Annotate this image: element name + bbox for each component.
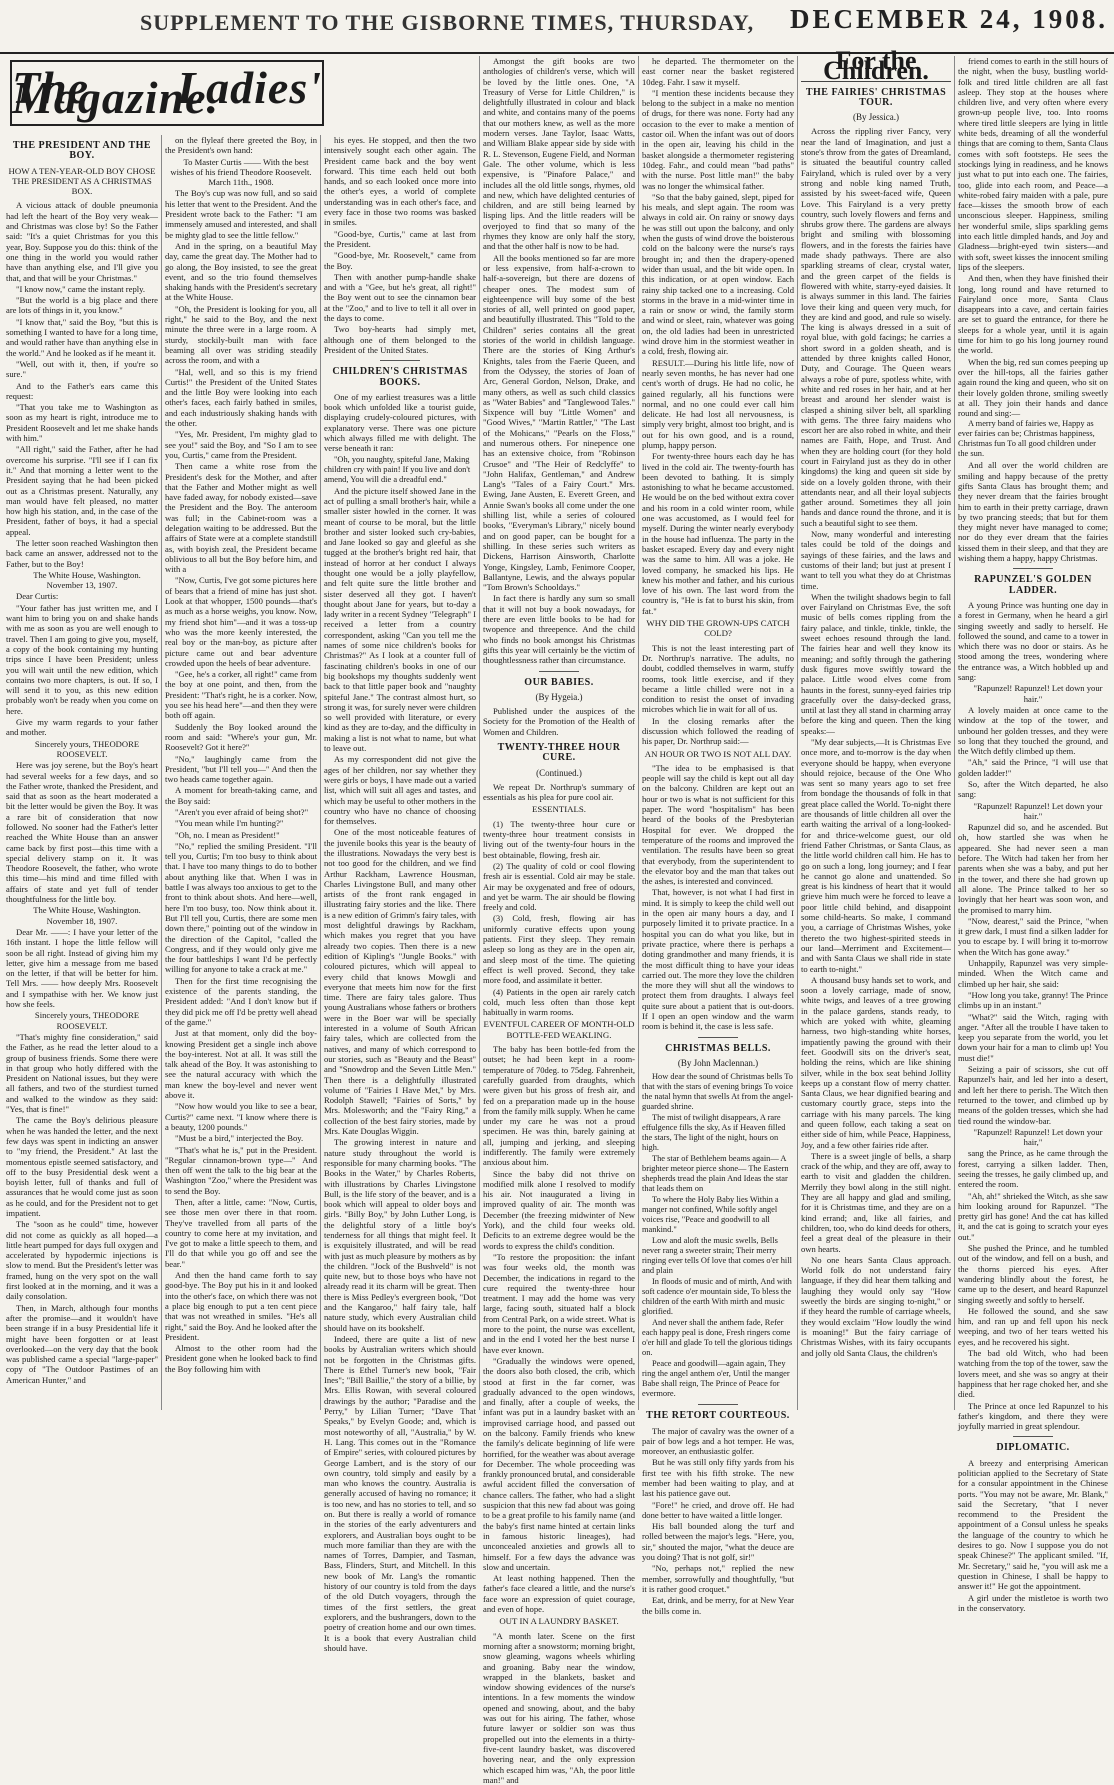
paragraph: Across the rippling river Fancy, very near the land of Imagination, and just a stone's throw from the gates of Dreamland, is situated the beautiful country called Fairyland, which is ruled over by a very strong and noble king named Truth, assisted by his sweet-faced wife, Queen Love. This Fairyland is a very pretty country, such lovely flowers and ferns and shrubs grow there. The gardens are always bright and smiling with blossoming flowers, and in the forests the fairies have made shady pathways. There are also sparkling streams of clear, crystal water, and the green carpet of the fields is flowered with white, starry-eyed daisies. It is always summer in this land. The fairies love their king and queen very much, for they are kind and good, and rule so wisely. The king is always dressed in a suit of royal blue, with gold facings; he carries a short sword in a golden sheath, and is attended by three knights called Honor, Duty, and Courage. The Queen wears always a robe of pure, spotless white, with white and red roses in her hair, and at her breast and around her slender waist is clasped a shining silver belt, all sparkling with gems. The three fairy maidens who escort her are also robed in white, and their names are Faith, Hope, and Trust. And when they are holding court (for they hold court in Fairyland just as they do in other kingdoms) the king and queen sit side by side on a lovely golden throne, with their attendants near, and all their loyal subjects gather around. Sometimes they all join hands and dance round the throne, and it is such a beautiful sight to see them. bbox=[801, 126, 951, 528]
signature: Sincerely yours, THEODORE ROOSEVELT. bbox=[34, 738, 140, 759]
column-2 bbox=[165, 135, 317, 1412]
paragraph: "No, perhaps not," replied the new member, sorrowfully and thoughtfully, "but it is rather good croquet." bbox=[642, 1563, 794, 1594]
paragraph: The letter soon reached Washington then back came an answer, addressed not to the Father, but to the Boy! bbox=[6, 537, 158, 569]
paragraph: And all over the world children are smiling and happy because of the pretty gifts Santa Claus has brought them; and they never dream that the fairies brought him to earth in their pretty carriage, drawn by two prancing steeds; that but for them they might never have managed to come; nor do they ever dream that the fairies kissed them in their sleep, and that they are wishing them a happy, happy Christmas. bbox=[958, 460, 1108, 564]
paragraph: "Hal, well, and so this is my friend Curtis!" the President of the United States and the little Boy were looking into each other's faces, each fairly bathed in smiles, and each industriously shaking hands with the other. bbox=[165, 366, 317, 429]
column-4 bbox=[483, 56, 636, 1785]
article-subheading: HOW A TEN-YEAR-OLD BOY CHOSE THE PRESIDENT AS A CHRISTMAS BOX. bbox=[8, 165, 156, 197]
paragraph: "That's what he is," put in the President. "Regular cinnamon-brown type—" And then off went the talk to the big bear at the Washington "Zoo," where the President was to send the Boy. bbox=[165, 1144, 317, 1196]
paragraph: And in the spring, on a beautiful May day, came the great day. The Mother had to go along, the Boy insisted, to see the great event, and so the trio found themselves shaking hands with the President's secretary at the White House. bbox=[165, 240, 317, 303]
paragraph: RESULT.—During his little life, now of nearly seven months, he has never had one cent's worth of drugs. He had no colic, he gained regularly, all his functions were normal, and no one could ever call him delicate. He had lost all nervousness, is simply very bright, almost too bright, and is out for his own good, and is a round, plump, happy person. bbox=[642, 357, 794, 450]
paragraph: The major of cavalry was the owner of a pair of bow legs and a hot temper. He was, moreover, an enthusiastic golfer. bbox=[642, 1425, 794, 1457]
letter-address: The White House, Washington. November 13, 1907. bbox=[33, 569, 141, 591]
paragraph: "You mean while I'm hunting?" bbox=[175, 818, 284, 829]
verse: "Rapunzel! Rapunzel! Let down your hair," bbox=[973, 1126, 1103, 1148]
column-rule bbox=[638, 56, 639, 1410]
paragraph: (1) The twenty-three hour cure or twenty-three hour treatment consists in living out of the twenty-four hours in the best obtainable, flowing, fresh air. bbox=[483, 818, 635, 860]
paragraph: All the books mentioned so far are more or less expensive, from half-a-crown to half-a-sovereign, but there are dozens of cheaper ones. The modest sum of eighteenpence will buy some of the best stories of all, well printed on good paper, and beautifully illustrated. This "Told to the Children" series contains all the great stories of the world in childish language. There are the stories of King Arthur's Knights, tales from the Faerie Queen, and from the Odyssey, the stories of Joan of Arc, General Gordon, Nelson, Drake, and many others, as well as such child classics as "Water Babies" and "Tanglewood Tales." Sixpence will buy "Little Women" and "Good Wives," "Martin Rattler," "The Last of the Mohicans," "Pearls on the Floss," and numerous others. For ninepence one has an extensive choice, from "Robinson Crusoe" and "The Heir of Redclyffe" to "John Halifax, Gentleman," and Andrew Lang's "Tales of a Fairy Court." Mrs. Ewing, Jane Austen, E. Everett Green, and Annie Swan's books all come under the one shilling list, while a series of coloured books, "Everyman's Library," nicely bound and on good paper, can be bought for a shilling. In these series such writers as Dickens, Harrison Ainsworth, Charlotte Yonge, Kingsley, Lamb, Fenimore Cooper, Ballantyne, Lewis, and the always popular "Tom Brown's Schooldays." bbox=[483, 252, 635, 593]
paragraph: The "soon as he could" time, however did not come as quickly as all hoped—a little heart pumped for days full oxygen and accelerated by hypodermic injections is slow to mend. But the President's letter was framed, hung on the very spot on the wall first looked at in the morning, and it was a daily consolation. bbox=[6, 1219, 158, 1302]
column-rule bbox=[161, 135, 162, 1410]
cure-heading: TWENTY-THREE HOUR CURE. bbox=[497, 742, 621, 764]
paragraph: Seizing a pair of scissors, she cut off Rapunzel's hair, and led her into a desert, and left her there to perish. The Witch then returned to the tower, and climbed up by means of the golden tresses, which she had tied round the window-bar. bbox=[958, 1064, 1108, 1126]
paragraph: The Boy's cup was now full, and so said his letter that went to the President. And the President wrote back to the Father: "I am immensely amused and interested, and shall be mighty glad to see the little fellow." bbox=[165, 188, 317, 240]
babies-heading: OUR BABIES. bbox=[524, 676, 594, 688]
section-heading: EVENTFUL CAREER OF MONTH-OLD BOTTLE-FED WEAKLING. bbox=[483, 1019, 635, 1040]
paragraph: "So that the baby gained, slept, piped for his meals, and slept again. The room was always in cold air. On rainy or snowy days he was still out upon the balcony, and only when the gusts of wind drove the boisterous cold on the balcony were the nurse's rays brought in; and then the drapery-opened wider than usual, and the bit wide open. In this indication, or at open window. Each rainy ship tacked one to a increasing. Cold storms in the brave in a mid-winter time in a rain or snow or wind, the family storm and wind or sleet, rain, whatever was going on, the old ladies had been in unrestricted wind drove him in the stormiest weather in a cold, fresh, flowing air. bbox=[642, 191, 794, 357]
paragraph: So, after the Witch departed, he also sang: bbox=[958, 779, 1108, 800]
paragraph: Dear Curtis: bbox=[16, 591, 59, 602]
paragraph: Almost to the other room had the President gone when he looked back to find the Boy following him with bbox=[165, 1343, 317, 1374]
verse: "Rapunzel! Rapunzel! Let down your hair." bbox=[973, 800, 1103, 821]
column-rule bbox=[954, 56, 955, 1410]
paragraph: "That you take me to Washington as soon as my heart is right, introduce me to President Roosevelt and let me shake hands with him." bbox=[6, 402, 158, 444]
paragraph: "Good-bye, Curtis," came at last from the President. bbox=[324, 228, 476, 249]
paragraph: he departed. The thermometer on the east corner near the basket registered 10deg. Fahr. I saw it myself. bbox=[642, 56, 794, 87]
section-heading: WHY DID THE GROWN-UPS CATCH COLD? bbox=[646, 618, 790, 639]
paragraph: on the flyleaf there greeted the Boy, in the President's own hand: bbox=[165, 135, 317, 156]
section-heading: AN HOUR OR TWO IS NOT ALL DAY. bbox=[644, 748, 792, 759]
separator bbox=[698, 1037, 738, 1038]
paragraph: "I know now," came the instant reply. bbox=[16, 283, 146, 294]
separator bbox=[380, 360, 420, 361]
magazine-title-box bbox=[10, 60, 324, 126]
section-heading: OUT IN A LAUNDRY BASKET. bbox=[499, 1616, 619, 1627]
paragraph: Published under the auspices of the Society for the Promotion of the Health of Women and Children. bbox=[483, 706, 635, 737]
byline: (By John Maclennan.) bbox=[677, 1057, 759, 1068]
paragraph: Now, many wonderful and interesting tales could be told of the doings and sayings of these fairies, and the laws and customs of their land; but just at present I want to tell you what they do at Christmas time. bbox=[801, 529, 951, 591]
paragraph: A girl under the mistletoe is worth two in the conservatory. bbox=[958, 1592, 1108, 1613]
paragraph: Rapunzel did so, and he ascended. But oh, how startled she was when he appeared. She had never seen a man before. The Witch had taken her from her parents when she was a baby, and put her in the tower, and there she had grown up all alone. The Prince talked to her so lovingly that her heart was soon won, and the promised to marry him. bbox=[958, 822, 1108, 915]
separator bbox=[1013, 568, 1053, 569]
paragraph: A thousand busy hands set to work, and soon a lovely carriage, made of snow, white twigs, and leaves of a tree growing in the palace gardens, stands ready, to which are yoked with white, gleaming harness, two high-standing white horses, impatiently pawing the ground with their feet. Goodwill sits on the driver's seat, holding the reins, which are like shining silver, while in the box seat behind Jollity keeps up a constant flow of merry chatter. Santa Claus, we hear dignified bearing and customary courtly grace, steps into the carriage with his many parcels. The king and queen follow, each taking a seat on either side of him, while Peace, Happiness, Joy, and a few other fairies ride after. bbox=[801, 974, 951, 1150]
byline: (By Hygeia.) bbox=[535, 691, 583, 702]
paragraph: Just at that moment, only did the boy-knowing President get a single inch above the boy-interest. Not at all. It was still the talk ahead of the Boy. It was astonishing to see the natural accuracy with which the man knew the boy-level and never went above it. bbox=[165, 1028, 317, 1101]
paragraph: Then with another pump-handle shake and with a "Gee, but he's great, all right!" the Boy went out to see the cinnamon bear at the "Zoo," and to live to tell it all over in the days to come. bbox=[324, 271, 476, 324]
paragraph: There is a sweet jingle of bells, a sharp crack of the whip, and they are off, away to earth to visit and gladden the children. Merrily they bowl along in the still night. They are all happy and glad and smiling, for it is Christmas time, and they are on a kind errand; and, like all fairies, and children, too, who do kind deeds for others, feel a great deal of the pleasure in their own hearts. bbox=[801, 1150, 951, 1254]
cure-subheading: (Continued.) bbox=[536, 767, 582, 778]
paragraph: "Now how would you like to see a bear, Curtis?" came next. "I know where there is a beauty, 1200 pounds." bbox=[165, 1101, 317, 1132]
column-6 bbox=[801, 46, 951, 1412]
paragraph: Two boy-hearts had simply met, although one of them belonged to the President of the United States. bbox=[324, 324, 476, 355]
paragraph: Then came a white rose from the President's desk for the Mother, and after that the Father and Mother might as well have faded away, for nobody existed—save the President and the Boy. The anteroom was full; in the Cabinet-room was a delegation waiting to be addressed. But the affairs of State were at a complete standstill as, with boyish zeal, the President became oblivious to all but the Boy before him, and with a bbox=[165, 461, 317, 575]
paragraph: "The idea to be emphasised is that people will say the child is kept out all day on the balcony. Children are kept out an hour or two is what is not sufficient for this paper. The word "hospitalism" has been heard of the books of the Presbyterian Hospital for ever. We dropped the temperature of the rooms and improved the ventilation. The results have been so great that everybody, from the superintendent to the elevator boy and the man that takes out the ashes, is interested and convinced. bbox=[642, 762, 794, 887]
paragraph: "Gradually the windows were opened, the doors also both closed, the crib, which stood at first in the far corner, was gradually advanced to the open windows, and finally, after a couple of weeks, the infant was put in a laundry basket with an improvised carriage hood, and passed out on the balcony. Family friends who knew the family's delicate beginning of life were horrified, for the weather was about average for December. The whole proceeding was frankly pronounced brutal, and considerable awful accident filled the conversation of chance callers. The father, who had a slight suspicion that this new fad about was going to be a great profile to his family name (and the baby's first name hinted at certain links in famous historic lineages), had unconcealed anxieties and growls all to himself. For a few days the advance was slow and uncertain. bbox=[483, 1355, 636, 1572]
paragraph: Then, in March, although four months after the promise—and it wouldn't have been strange if in a busy Presidential life it might have been forgotten or at least overlooked—on the very day that the book was published came a special "large-paper" copy of "The Outdoor Pastimes of an American Hunter," and bbox=[6, 1302, 158, 1385]
paragraph: And the picture itself showed Jane in the act of pulling a small brother's hair, while a smaller sister howled in the corner. It was meant of course to be moral, but the little brother and sister looked such cry-babies, and Jane looked so gay and gleeful as she tugged at the brother's bright red hair, that instead of horror at her conduct I always thought one would be a jolly playfellow, and felt quite sure the little brother and sister deserved all they got. I haven't thought about Jane for years, but to-day a lady writer in a recent Sydney "Telegraph" I received a letter from a country correspondent, asking "Can you tell me the names of some nice children's books for Christmas?" As I look at a counter full of fascinating children's books in one of our big bookshops my thoughts suddenly went back to that little paper book and "naughty spiteful Jane." The contrast almost hurt, so strong it was, for surely never were children so well provided with literature, or every kind as they are to-day, and the difficulty in making a list is not what to name, but what to leave out. bbox=[324, 485, 476, 754]
paragraph: friend comes to earth in the still hours of the night, when the busy, bustling world-folk and tired little children are all fast asleep. They stop at the houses where children live, and very often where every grown-up people live, too. Into rooms where tired little sleepers are lying in little white beds, dreaming of all the wonderful things that are coming to them, Santa Claus comes with soft footsteps. He sees the stockings lying in readiness, and he knows just what to put into each one. The fairies, too, glide into each room, and Peace—a white-robed fairy maiden with a pale, pure face—kisses the smooth brow of each unconscious sleeper. Happiness, smiling her wonderful smile, slips sparkling gems into each little dimpled hands, and Joy and Gladness—bright-eyed twin sisters—and with soft, sweet kisses the innocent smiling lips of the sleepers. bbox=[958, 56, 1108, 272]
paragraph: One of the most noticeable features of the juvenile books this year is the beauty of the illustrations. Nowadays the very best is not too good for the children, and we find Arthur Rackham, Lawrence Housman, Charles Livingstone Bull, and many other artists of the front rank engaged in illustrating fairy stories and the like. There is a new edition of Grimm's fairy tales, with most delightful drawings by Rackham, which makes you regret that you have already two copies. Then there is a new edition of Kipling's "Jungle Books." with coloured pictures, which will appeal to every child that knows Mowgli and everyone that meets him now for the first time. There are fairy tales galore. Thus young Australians whose fathers or brothers were in the Boer war will be specially interested in a volume of South African fairy tales, which are collected from the natives, and many of which correspond to our stories, such as "Beauty and the Beast" and "Snowdrop and the Seven Little Men." Then there is a delightfully illustrated volume of "Fairies I Have Met," by Mrs. Rodolph Stawell; "Fairies of Sorts," by Mrs. Molesworth; and the "Fairy Ring," a collection of the best fairy stories, made by Mrs. Kate Douglas Wiggin. bbox=[324, 827, 476, 1137]
verse: The mist of twilight disappears, A rare effulgence fills the sky, As if Heaven filled the stars, The light of the night, hours on high. bbox=[642, 1113, 786, 1153]
paragraph: "Ah," said the Prince, "I will use that golden ladder!" bbox=[958, 757, 1108, 778]
paragraph: For twenty-three hours each day he has lived in the cold air. The twenty-fourth has been devoted to bathing. It is simply astonishing to what he became accustomed. He would be on the bed without extra cover and his room in a cold winter room, while one was accustomed, as I would feel for myself. During the winter nearly everybody in the house had influenza. The party in the basket escaped. Every day and every night was the same to him. All was a joke. He loved company, he smacked his lips. He knew his mother and father, and his curious love of his own. The last word from the country is, "He is fat to burst his skin, from fat." bbox=[642, 451, 794, 616]
paragraph: "All right," said the Father, after he had overcome his surprise. "I'll see if I can fix it." And that morning a letter went to the President saying that he had been picked out as a Christmas present. Naturally, any man would have felt pleased, no matter how high his station, and, in the case of the President, father of boys, it had a special appeal. bbox=[6, 444, 158, 537]
verse: "Oh, you naughty, spiteful Jane, Making children cry with pain! If you live and don't amend, You will die a dreadful end." bbox=[324, 454, 471, 484]
masthead-title: SUPPLEMENT TO THE GISBORNE TIMES, THURSDAY, bbox=[140, 10, 755, 35]
paragraph: We repeat Dr. Northrup's summary of essentials as his plea for pure cool air. bbox=[483, 781, 635, 803]
paragraph: "Well, out with it, then, if you're so sure." bbox=[6, 358, 158, 380]
paragraph: Here was joy serene, but the Boy's heart had several weeks for a few days, and so the Father wrote, thanked the President, and said that as soon as the heart moderated a bit the letter would be given the Boy. It was a rare bit of consideration that now followed. No sooner had the Father's letter reached the White House than an answer came back by first post—this time with a special delivery stamp on it. It was Theodore Roosevelt, the father, who wrote this time—his mind and time filled with affairs of state and yet full of tender thoughtfulness for the little boy. bbox=[6, 760, 158, 905]
paragraph: his eyes. He stopped, and then the two intensively sought each other again. The President came back and the boy went forward. This time each held out both hands, and so each looked once more into the other's eyes, a world of complete understanding was in each other's face, and every face in those two rooms was basked in smiles. bbox=[324, 135, 476, 228]
paragraph: A lovely maiden at once came to the window at the top of the tower, and unbound her golden tresses, and they were so long that they touched the ground, and the Witch deftly climbed up them. bbox=[958, 704, 1108, 757]
masthead bbox=[0, 0, 1114, 54]
paragraph: "Must be a bird," interjected the Boy. bbox=[175, 1133, 304, 1144]
column-7 bbox=[958, 56, 1108, 1613]
paragraph: "Now, Curtis, I've got some pictures here of bears that a friend of mine has just shot. Look at that whopper, 1500 pounds—that's as much as a horse weighs, you know. Now, my friend shot him"—and it was a toss-up who was the more keenly interested, the real boy or the man-boy, as picture after picture came out and bear adventure crowded upon the heels of bear adventure. bbox=[165, 575, 317, 668]
letter-address: The White House, Washington. November 18, 1907. bbox=[33, 905, 141, 926]
magazine-title: The Ladies' Magazine. bbox=[12, 61, 322, 123]
paragraph: Give my warm regards to your father and mother. bbox=[6, 717, 158, 738]
paragraph: A breezy and enterprising American politician applied to the Secretary of State for a consular appointment in the Chinese ports. "You may not be aware, Mr. Blank," said the Secretary, "that I never recommend to the President the appointment of a Consul unless he speaks the language of the country to which he desires to go. Now I suppose you do not speak Chinese?" The applicant smiled. "If, Mr. Secretary," said he, "you will ask me a question in Chinese, I shall be happy to answer it!" He got the appointment. bbox=[958, 1457, 1108, 1592]
paragraph: "Your father has just written me, and I want him to bring you on and shake hands with me as soon as you are well enough to travel. Then I am going to give you, myself, a copy of the book containing my hunting trips since I have been President; unless you will wait until the new edition, which contains two more chapters, is out. If so, I will send it to you, as this new edition probably won't be ready when you come on here. bbox=[6, 602, 158, 716]
verse: How dear the sound of Christmas bells To that with the stars of evening brings To voice the natal hymn that swells At from the angel-guarded shrine. bbox=[642, 1072, 794, 1112]
paragraph: "No," replied the smiling President. "I'll tell you, Curtis; I'm too busy to think about that. I have too many things to do to bother about anything like that. When I was in battle I was always too anxious to get to the front to think about shots. And here—well, here I'm too busy, too. Now think about it. But I'll tell you, Curtis, there are some men down there," pointing out of the window in the direction of the Capitol, "called the Congress, and if they would only give me the four battleships I want I'd be perfectly willing for anyone to take a crack at me." bbox=[165, 840, 317, 975]
paragraph: Then, after a little, came: "Now, Curtis, see those men over there in that room. They've travelled from all parts of the country to come here at my invitation, and I've got to make a little speech to them, and I'll do that while you go off and see the bear." bbox=[165, 1196, 317, 1269]
verse: A merry band of fairies we, Happy as ever fairies can be; Christmas happiness, Christmas fun To all good children under the sun. bbox=[958, 419, 1096, 459]
paragraph: The baby has been bottle-fed from the outset; he had been kept in a room-temperature of 70deg. to 75deg. Fahrenheit, carefully guarded from draughts, which were given but his gross of fresh air, and fed on a preparation made up in the house from the family milk supply. When he came under my care he was not a proud specimen. He was thin, barely gaining at all, jumping and jerking, and sleeping indifferently. The family were extremely anxious about him. bbox=[483, 1044, 635, 1168]
tour-heading: THE FAIRIES' CHRISTMAS TOUR. bbox=[805, 86, 947, 108]
paragraph: And to the Father's ears came this request: bbox=[6, 380, 158, 401]
verse: The star of Bethlehem beams again— A brighter meteor pierce shone— The Eastern shepherds tread the plain And Ideas the star that leads them on bbox=[642, 1154, 789, 1194]
paragraph: "No," laughingly came from the President, "but I'll tell you—" And then the two heads came together again. bbox=[165, 753, 317, 785]
books-heading: CHILDREN'S CHRISTMAS BOOKS. bbox=[332, 366, 468, 388]
retort-heading: THE RETORT COURTEOUS. bbox=[646, 1410, 790, 1422]
paragraph: But he was still only fifty yards from his first tee with his fifth stroke. The new member had been waiting to play, and at last his patience gave out. bbox=[642, 1457, 794, 1499]
paragraph: "Gee, he's a corker, all right!" came from the boy at one point, and then, from the President: "That's right, he is a corker. Now, you see his head here"—and then they were both off again. bbox=[165, 669, 317, 721]
paragraph: She pushed the Prince, and he tumbled out of the window, and fell on a bush, and the thorns pierced his eyes. After wandering blindly about the forest, he came up to the desert, and heard Rapunzel singing sweetly and softly to herself. bbox=[958, 1243, 1108, 1305]
separator bbox=[539, 671, 579, 672]
paragraph: "Yes, Mr. President, I'm mighty glad to see you!" said the Boy, and "So I am to see you, Curtis," came from the President. bbox=[165, 429, 317, 460]
inscription: To Master Curtis —— With the best wishes of his friend Theodore Roosevelt. March 11th., 1908. bbox=[170, 156, 312, 188]
article-heading: THE PRESIDENT AND THE BOY. bbox=[12, 140, 152, 162]
paragraph: He followed the sound, and she saw him, and ran up and fell upon his neck weeping, and two of her tears wetted his eyes, and he recovered his sight. bbox=[958, 1305, 1108, 1347]
paragraph: sang the Prince, as he came through the forest, carrying a silken ladder. Then, seeing the tresses, he gaily climbed up, and entered the room. bbox=[958, 1148, 1108, 1190]
paragraph: "What?" said the Witch, raging with anger. "After all the trouble I have taken to keep you separate from the world, you let down your hair for a man to climb up! You must die!" bbox=[958, 1011, 1108, 1063]
paragraph: One of my earliest treasures was a little book which unfolded like a tourist guide, displaying crudely-coloured pictures, with explanatory verse. There was one picture which always filled me with delight. The verse beneath it ran: bbox=[324, 391, 476, 454]
paragraph: And then, when they have finished their long, long round and have returned to Fairyland once more, Santa Claus disappears into a cave, and certain fairies are set to guard the entrance, for there he sleeps for a whole year, until it is again time for him to go his long journey round the world. bbox=[958, 273, 1108, 356]
paragraph: "I mention these incidents because they belong to the subject in a make no mention of drugs, for there was none. Forty had any occasion to the ever to make a mention of castor oil. When the infant was out of doors in the open air, leaving his child in the basket alongside a thermometer registering 10deg. Fahr., and could mean "bad paths" with the nurse. Post little man!" the baby was no longer the whimsical father. bbox=[642, 87, 794, 191]
paragraph: "Ah, ah!" shrieked the Witch, as she saw him looking around for Rapunzel. "The pretty girl has gone! And the cat has killed it, and the cat is going to scratch your eyes out." bbox=[958, 1190, 1108, 1242]
paragraph: His ball bounded along the turf and rolled between the major's legs. "Here, you, sir," shouted the major, "what the deuce are you doing? That is not golf, sir!" bbox=[642, 1521, 794, 1563]
paragraph: Dear Mr. ——: I have your letter of the 16th instant. I hope the little fellow will soon be all right. Instead of giving him my letter, give him a message from me based on the letter, if that will be better for him. Tell Mrs. —— how deeply Mrs. Roosevelt and I sympathise with her. We know just how she feels. bbox=[6, 926, 158, 1010]
paragraph: "To restore the proposition: the infant was four weeks old, the month was December, the indications in regard to the cure required the twenty-three hour treatment. I may add the home was very large, facing south, situated half a block from Central Park, on a wide street. What is more to the point, the nurse was excellent, and in the end I voted her the best nurse I have ever known. bbox=[483, 1251, 635, 1355]
paragraph: Then for the first time recognising the existence of the parents standing, the President added: "And I don't know but if they did pick me off I'd be pretty well ahead of the game." bbox=[165, 975, 317, 1027]
paragraph: The Prince at once led Rapunzel to his father's kingdom, and there they were joyfully married in great splendour. bbox=[958, 1400, 1108, 1432]
paragraph: "Aren't you ever afraid of being shot?" bbox=[175, 807, 309, 817]
verse: Low and aloft the music swells, Bells never rang a sweeter strain; Their merry ringing ever tells Of love that comes o'er hill and plain bbox=[642, 1236, 792, 1276]
paragraph: A young Prince was hunting one day in a forest in Germany, when he heard a girl singing sweetly and sadly to herself. He followed the sound, and came to a tower in which there was no door or stairs. As he stood among the trees, wondering where the entrance was, a Witch hobbled up and sang: bbox=[958, 599, 1108, 683]
paragraph: When the big, red sun comes peeping up over the hill-tops, all the fairies gather again round the king and queen, who sit on their lovely golden throne, smiling sweetly at all. They join their hands and dance round and sing:— bbox=[958, 356, 1108, 419]
paragraph: At least nothing happened. Then the father's face cleared a little, and the nurse's face wore an expression of quiet courage, and even of hope. bbox=[483, 1573, 635, 1615]
paragraph: In fact there is hardly any sum so small that it will not buy a book nowadays, for there are even little books to be had for twopence and threepence. And the child who finds no book amongst his Christmas gifts this year will certainly be the victim of thoughtlessness rather than circumstance. bbox=[483, 593, 635, 666]
column-1-body bbox=[6, 135, 158, 1412]
paragraph: "How long you take, granny! The Prince climbs up in an instant." bbox=[958, 989, 1108, 1011]
paragraph: Since the baby did not thrive on modified milk alone I resolved to modify his air. Not inaugurated a living in improved quality of air. The month was December (the freezing midwinter of New York), and the child four weeks old. Deficits to an extreme degree would be the words to express the child's condition. bbox=[483, 1168, 635, 1251]
diplomatic-heading: DIPLOMATIC. bbox=[996, 1442, 1070, 1454]
paragraph: "Good-bye, Mr. Roosevelt," came from the Boy. bbox=[324, 250, 476, 271]
paragraph: A moment for breath-taking came, and the Boy said: bbox=[165, 785, 317, 806]
paragraph: And then the hand came forth to say good-bye. The Boy put his in it and looked into the other's face, on which there was not a place big enough to put a ten cent piece that was not wreathed in smiles. "He's all right," said the Boy. And he looked after the President. bbox=[165, 1270, 317, 1342]
paragraph: "Oh, no. I mean as President!" bbox=[175, 829, 280, 840]
paragraph: "Oh, the President is looking for you, all right," he said to the Boy, and the next minute the three were in a large room. A sturdy, stockily-built man with face beaming all over was striding steadily across the room, and with a bbox=[165, 303, 317, 366]
paragraph: "My dear subjects,—It is Christmas Eve once more, and to-morrow is the day when everyone should be happy, when everyone should rejoice, because of the One Who was sent so many years ago to set free from bondage the thousands of folk in that great place called the World. To-night there are thousands of little children all over the earth waiting the arrival of a long-looked-for and thrice-welcome guest, our old friend Father Christmas, or Santa Claus, as the little world children call him. He has to go on such a long, long journey; and I fear he cannot go alone and unattended. So great is his kindness of heart that it would grieve him much were he forced to leave a poor little child behind, and disappoint some child-hearts. So make, I command you, a carriage of Christmas Wishes, yoke thereto the two highest-spirited steeds in our land—Merriment and Excitement—and with Santa Claus we shall ride in state to earth to-night." bbox=[801, 737, 951, 974]
paragraph: The growing interest in nature and nature study throughout the world is responsible for many charming books. "The Books in the Water," by Charles Roberts, with illustrations by Charles Livingstone Bull, is the life story of the beaver, and is a book which will appeal to older boys and girls. "Billy Boy," by John Luther Long, is the delightful story of a little boy's tenderness for all things that might feel. It is exquisitely illustrated, and will be read with just as much pleasure by mothers as by the children. "Jock of the Bushveld" is not quite new, but to those boys who have not already read it its charm will be great. Then there is Miss Pedley's evergreen book, "Dot and the Kangaroo," half fairy tale, half nature study, which every Australian child should have on its bookshelf. bbox=[324, 1137, 476, 1333]
rapunzel-heading: RAPUNZEL'S GOLDEN LADDER. bbox=[974, 574, 1092, 596]
paragraph: "Fore!" he cried, and drove off. He had done better to have waited a little longer. bbox=[642, 1499, 794, 1520]
column-5 bbox=[642, 56, 794, 1616]
paragraph: No one hears Santa Claus approach. World folk do not understand fairy language, if they did hear them talking and laughing they would only say "How sweetly the birds are singing to-night," or if they heard the rumble of carriage wheels, they would exclaim "How loudly the wind is moaning!" But the fairy carriage of Christmas Wishes, with its fairy occupants and jolly old Santa Claus, the children's bbox=[801, 1254, 951, 1358]
verse: And never shall the anthem fade, Refer each happy peal is done, Fresh ringers come o'er hill and glade To tell the glorious tidings on. bbox=[642, 1318, 793, 1358]
bells-heading: CHRISTMAS BELLS. bbox=[665, 1042, 771, 1054]
paragraph: Amongst the gift books are two anthologies of children's verse, which will be loved by the little ones. One, "A Treasury of Verse for Little Children," is delightfully illustrated in colour and black and white, and contains many of the poems that our mothers knew, as well as the more modern verses. Jane Taylor, Isaac Watts, and William Blake appear side by side with R. L. Stevenson, Eugene Field, and Norman Gale. The other volume, which is less expensive, is "Pinafore Palace," and includes all the old little songs, rhymes, old and new, which have delighted centuries of children, and are still being learned by lisping lips. And the little readers will be overjoyed to find that so many of the rhymes they know are only half the story, and that the other half is now to be had. bbox=[483, 56, 635, 252]
section-heading: ESSENTIALS. bbox=[531, 804, 586, 815]
paragraph: "I know that," said the Boy, "but this is something I wanted to have for a long time, and would rather have than anything else in the world." And he looked as if he meant it. bbox=[6, 316, 158, 358]
paragraph: As my correspondent did not give the ages of her children, nor say whether they were girls or boys, I have made out a varied list, which will suit all ages and tastes, and which may be useful to other mothers in the country who have no chance of choosing for themselves. bbox=[324, 754, 476, 827]
column-rule bbox=[479, 56, 480, 1410]
children-section-title: For the Children. bbox=[801, 56, 951, 82]
column-rule bbox=[797, 56, 798, 1410]
paragraph: Suddenly the Boy looked around the room and said: "Where's your gun, Mr. Roosevelt? Got it here?" bbox=[165, 721, 317, 753]
paragraph: This is not the least interesting part of Dr. Northrup's narrative. The adults, no doubt, coddled themselves in warm, stuffy rooms, took little exercise, and if they became a little chilled were not in a condition to resist the onset of invading microbes which lie in wait for all of us. bbox=[642, 642, 794, 715]
paragraph: The came the Boy's delirious pleasure when he was handed the letter, and the next few days was spent in indicting an answer to "my friend, the President." At last the momentous epistle seemed satisfactory, and off to the busy Presidential desk went a boyish letter, full of thanks and full of assurances that he would come just as soon as he could, and for the President not to get impatient. bbox=[6, 1115, 158, 1218]
paragraph: Unhappily, Rapunzel was very simple-minded. When the Witch came and climbed up her hair, she said: bbox=[958, 958, 1108, 989]
separator bbox=[698, 1404, 738, 1405]
paragraph: Eat, drink, and be merry, for at New Year the bills come in. bbox=[642, 1595, 794, 1616]
column-3 bbox=[324, 135, 476, 1653]
paragraph: (4) Patients in the open air rarely catch cold, much less often than those kept habitually in warm rooms. bbox=[483, 986, 635, 1018]
paragraph: (3) Cold, fresh, flowing air has uniformly curative effects upon young patients. First they sleep. They remain asleep so long as they are in the open air, and sleep most of the time. The quieting effect is well proved. Second, they take more food, and assimilate it better. bbox=[483, 913, 635, 986]
paragraph: In the closing remarks after the discussion which followed the reading of his paper, Dr. Northrup said:— bbox=[642, 715, 794, 747]
paragraph: Indeed, there are quite a list of new books by Australian writers which should not be forgotten in the Christmas gifts. There is Ethel Turner's new book, "Fair Ines"; "Bill Baillie," the story of a billie, by Mrs. Ellis Rowan, with several coloured drawings by the author; "Paradise and the Perry," by Lilian Turner; "Dave That Speaks," by Evelyn Goode; and, which is most noteworthy of all, "Australia," by W. H. Lang. This comes out in the "Romance of Empire" series, with coloured pictures by George Lambert, and is the story of our own country, told simply and easily by a man who knows the country. Australia is generally accused of having no romance; it is too new, and has no stories to tell, and so on. But there is really a world of romance in the stories of the early adventurers and explorers, and Australian boys ought to be much more familiar than they are with the names of Torres, Dampier, and Tasman, Bass, Flinders, Sturt, and Mitchell. In this new book of Mr. Lang's the romantic history of our country is told from the days of the old Dutch voyagers, through the times of the first settlers, the great explorers, and the bushrangers, down to the poetry of creation home and our own times. It is a book that every Australian child should have. bbox=[324, 1333, 476, 1653]
verse: "Rapunzel! Rapunzel! Let down your hair." bbox=[973, 683, 1103, 704]
byline: (By Jessica.) bbox=[853, 112, 899, 123]
verse: To where the Holy Baby lies Within a manger not confined, While softly angel voices rise, "Peace and goodwill to all mankind." bbox=[642, 1195, 779, 1235]
verse: Peace and goodwill—again again, They ring the angel anthem o'er, Until the manger Babe shall reign, The Prince of Peace for evermore. bbox=[642, 1359, 790, 1399]
paragraph: That, however, is not what I had first in mind. It is simply to keep the child well out in the open air many hours a day, and I purposely limited it to private practice. In a hospital you can do what you like, but in private practice, where there is perhaps a doting grandmother and many friends, it is the most difficult thing to have your ideas carried out. The more they love the children the more they will shut all the windows to protect them from draughts. I always feel quite sure about a patient that is out-doors. If I open an open window and the warm room is behind it, the case is less safe. bbox=[642, 887, 794, 1032]
paragraph: A vicious attack of double pneumonia had left the heart of the Boy very weak—and Christmas was close by! So the Father said: "It's a quiet Christmas for you this year, Boy. Suppose you do this: think of the one thing in the world you would rather have than anything else, and I'll give you that, and that will be your Christmas." bbox=[6, 200, 158, 283]
paragraph: When the twilight shadows begin to fall over Fairyland on Christmas Eve, the soft music of bells comes rippling from the fairy palace, and tinkle, tinkle, tinkle, the sweet echoes resound through the land. The fairies hear and well they know its meaning; and softly through the gathering dusk figures move swiftly toward the palace. Little wood elves come from haunts in the forest, sunny-eyed fairies trip gracefully over the daisy-decked grass, until at last they all stand in charming array before the king and queen. Then the king speaks:— bbox=[801, 591, 951, 736]
masthead-date: DECEMBER 24, 1908. bbox=[790, 4, 1109, 34]
paragraph: The bad old Witch, who had been watching from the top of the tower, saw the lovers meet, and she was so angry at their happiness that her rage choked her, and she died. bbox=[958, 1348, 1108, 1400]
paragraph: "That's mighty fine consideration," said the Father, as he read the letter aloud to a group of business friends. Some there were in that group who hotly differed with the President on National issues, but they were all fathers, and two of the sturdiest turned and walked to the window as they said: "Yes, that is fine!" bbox=[6, 1031, 158, 1115]
paragraph: (2) The quality of cold or cool flowing fresh air is essential. Cold air may be stale. Air may be oxygenated and free of odours, and yet be warm. The air should be flowing freely and cold. bbox=[483, 860, 635, 913]
paragraph: "But the world is a big place and there are lots of things in it, you know." bbox=[6, 295, 158, 316]
paragraph: "A month later. Scene on the first morning after a snowstorm; morning bright, snow gleaming, wagons wheels whirling and groaning. Baby near the window, wrapped in the blankets, basket and window showing evidences of the nurse's intentions. In a few moments the window opened and snowing, about, and the baby was out for his airing. The father, whose future lawyer or soldier son was thus propelled out into the elements in a thirty-five-cent laundry basket, was discovered hovering near, and the only expression which escaped him was, "Ah, the poor little man!" and bbox=[483, 1630, 635, 1785]
separator bbox=[1013, 1436, 1053, 1437]
column-rule bbox=[320, 135, 321, 1410]
paragraph: "Now, dearest," said the Prince, "when it grew dark, I must find a silken ladder for you to escape by. I will bring it to-morrow when the Witch has gone away." bbox=[958, 915, 1108, 957]
verse: In floods of music and of mirth, And with soft cadence o'er mountain side, To bless the children of the earth With mirth and music glorified. bbox=[642, 1277, 792, 1317]
signature: Sincerely yours, THEODORE ROOSEVELT. bbox=[34, 1010, 140, 1031]
